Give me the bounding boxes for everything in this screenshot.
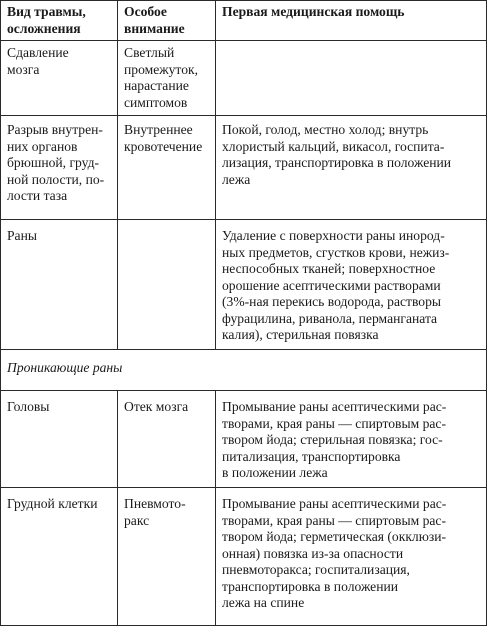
header-first-aid: Первая медицинская помощь (216, 1, 487, 41)
table-row (1, 391, 487, 488)
attention-cell: Пневмото- ракс (118, 488, 216, 626)
first-aid-cell: Покой, голод, местно холод; внутрь хлористый кальций, викасол, госпита- лизация, транспортировка в положении лежа (216, 116, 487, 220)
section-row (1, 350, 487, 391)
attention-cell: Светлый промежуток, нарастание симптомов (118, 41, 216, 116)
attention-cell: Отек мозга (118, 391, 216, 488)
injury-cell: Головы (1, 391, 118, 488)
injury-cell: Раны (1, 220, 118, 350)
table-row (1, 41, 487, 116)
injury-cell: Грудной клетки (1, 488, 118, 626)
first-aid-cell: Промывание раны асептическими рас- творами, края раны — спиртовым рас- твором йода; стерильная повязка; гос- питализация, транспортировка в положении лежа (216, 391, 487, 488)
table-row (1, 116, 487, 220)
injury-cell: Разрыв внутрен- них органов брюшной, груд- ной полости, по- лости таза (1, 116, 118, 220)
attention-cell (118, 220, 216, 350)
section-title: Проникающие раны (1, 350, 487, 391)
table-row (1, 220, 487, 350)
header-row (1, 1, 487, 41)
attention-cell: Внутреннее кровотечение (118, 116, 216, 220)
injury-cell: Сдавление мозга (1, 41, 118, 116)
header-special-attention: Особое внимание (118, 1, 216, 41)
first-aid-cell (216, 41, 487, 116)
first-aid-cell: Удаление с поверхности раны инород- ных предметов, сгустков крови, нежиз- неспособных тканей; поверхностное орошение асептическими растворами (3%-ная перекись водорода, растворы фурацилина, риванола, перманганата калия), стерильная повязка (216, 220, 487, 350)
first-aid-cell: Промывание раны асептическими рас- творами, края раны — спиртовым рас- твором йода; герметическая (окклюзи- онная) повязка из-за опасности пневмоторакса; госпитализация, транспортировка в положении лежа на спине (216, 488, 487, 626)
header-injury-type: Вид травмы, осложнения (1, 1, 118, 41)
table-row (1, 488, 487, 626)
